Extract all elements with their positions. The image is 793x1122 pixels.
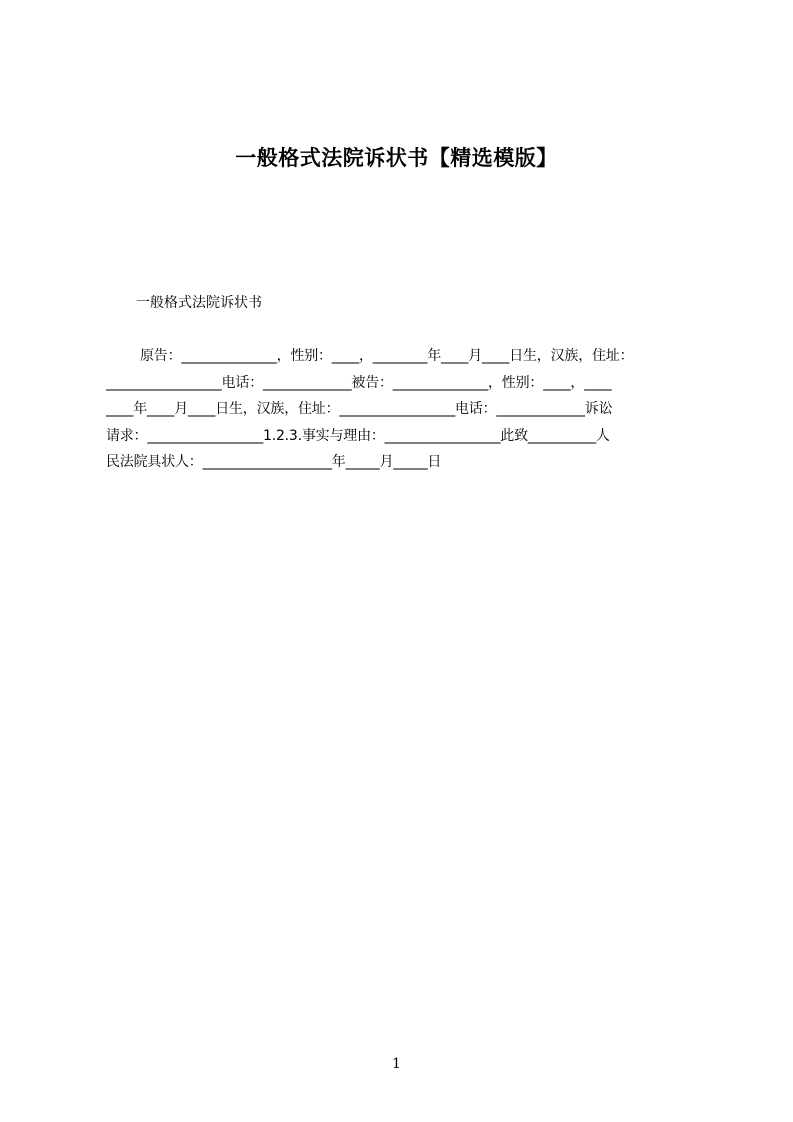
form-line-phone-defendant: _________________电话：_____________被告：______________，性别：____，____ — [106, 374, 612, 391]
complaint-form-body — [106, 343, 706, 476]
document-title: 一般格式法院诉状书【精选模版】 — [235, 146, 558, 170]
form-line-claims-facts: 请求：_________________1.2.3.事实与理由：_________________此致__________人 — [106, 427, 610, 444]
form-line-defendant-details: ____年____月____日生，汉族，住址：_________________电话：_____________诉讼 — [106, 401, 613, 417]
document-subheading: 一般格式法院诉状书 — [136, 295, 262, 311]
form-line-plaintiff: 原告：______________，性别：____，________年____月____日生，汉族，住址： — [140, 348, 634, 364]
page-number: 1 — [392, 1056, 401, 1072]
form-line-signature-date: 民法院具状人：___________________年_____月_____日 — [106, 454, 442, 470]
